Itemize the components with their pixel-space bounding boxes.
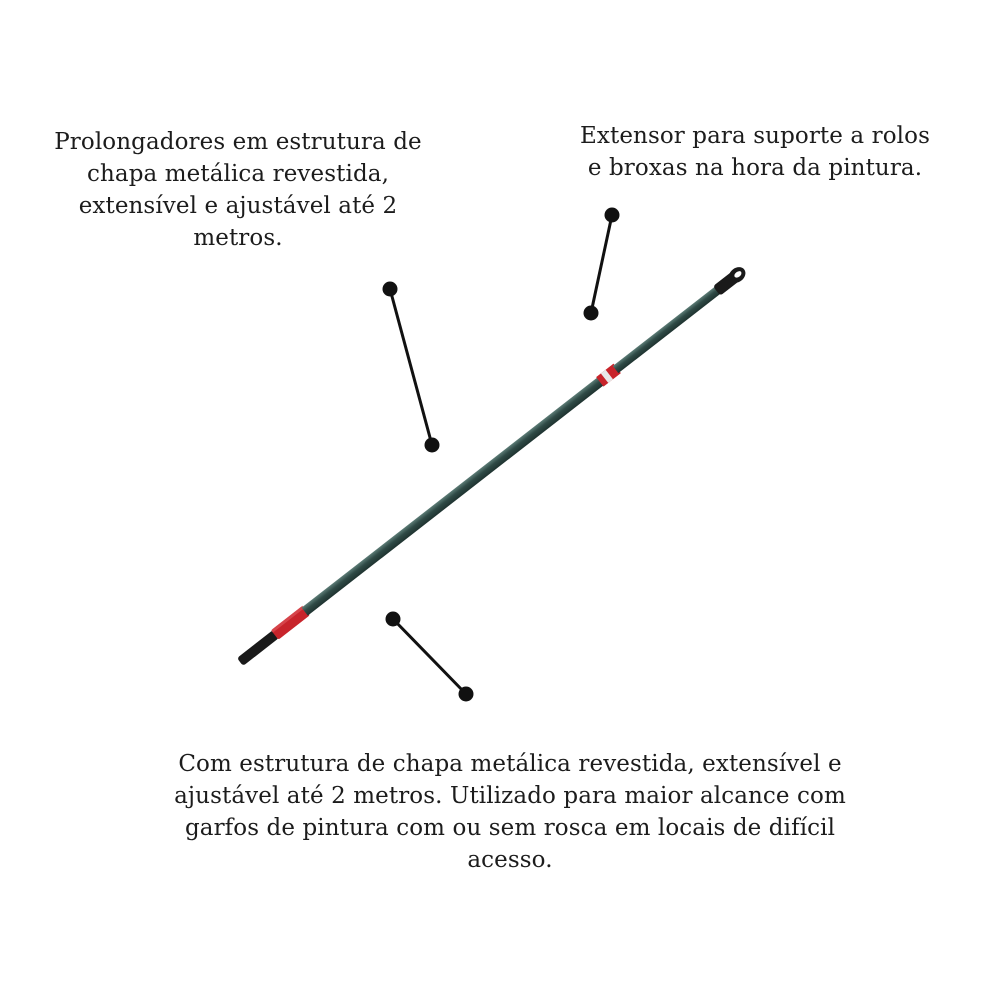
callout-line: extensível e ajustável até 2 bbox=[78, 193, 398, 219]
callout-line: garfos de pintura com ou sem rosca em locais de difícil bbox=[184, 815, 836, 841]
pole-upper-section bbox=[613, 285, 723, 373]
callout-line: chapa metálica revestida, bbox=[86, 161, 389, 187]
callout-pointer-icon bbox=[386, 612, 474, 702]
callout-pointer-icon bbox=[383, 282, 440, 453]
callout-line: Extensor para suporte a rolos bbox=[580, 123, 930, 149]
extension-pole-icon bbox=[236, 264, 749, 668]
callout-line: Prolongadores em estrutura de bbox=[54, 129, 422, 155]
pole-body bbox=[302, 377, 605, 616]
pole-bottom-tip bbox=[237, 630, 279, 666]
callout-line: ajustável até 2 metros. Utilizado para maior alcance com bbox=[174, 783, 846, 809]
callout-line: acesso. bbox=[467, 847, 553, 873]
callout-line: e broxas na hora da pintura. bbox=[587, 155, 923, 181]
callout-pointer-icon bbox=[584, 208, 620, 321]
callout-line: Com estrutura de chapa metálica revestida, extensível e bbox=[178, 751, 842, 777]
callout-line: metros. bbox=[193, 225, 283, 251]
